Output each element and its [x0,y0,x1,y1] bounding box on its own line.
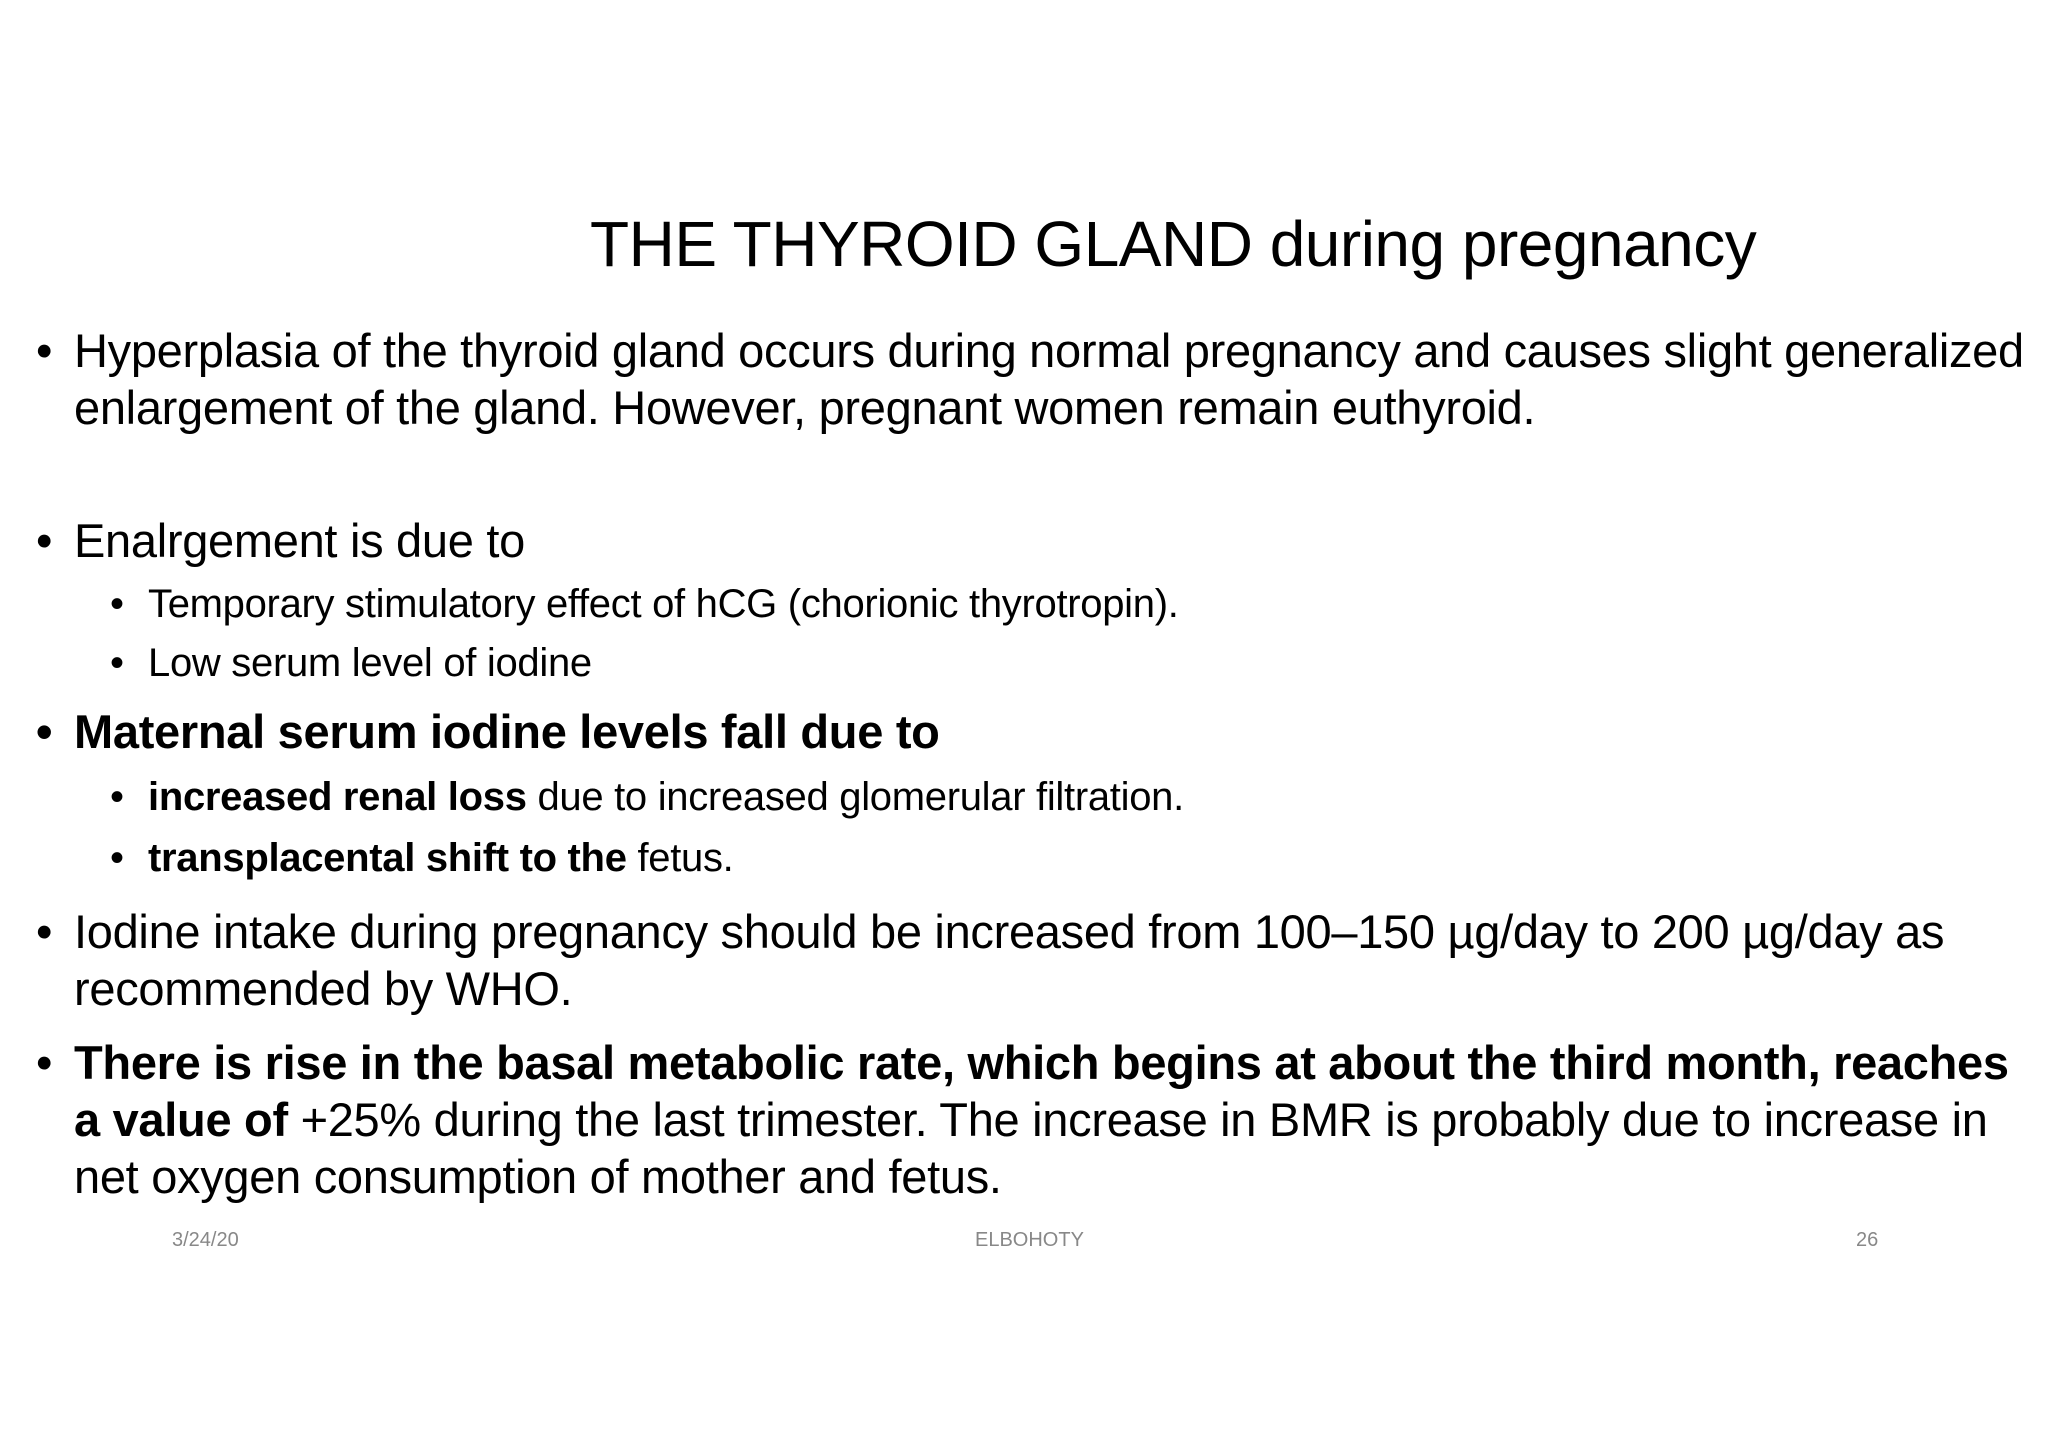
bold-phrase: increased renal loss [148,775,527,819]
bullet-icon: • [110,836,124,880]
sub-bullet-text [148,771,1184,823]
bullet-text [74,1034,2034,1205]
bullet-icon: • [36,1036,53,1089]
plain-phrase: +25% during the last trimester. The increase in BMR is probably due to increase in net oxygen consumption of mother and fetus. [74,1093,1988,1203]
plain-phrase: due to increased glomerular filtration. [526,775,1184,819]
footer-author: ELBOHOTY [975,1229,1084,1251]
footer-page-number: 26 [1856,1229,1879,1251]
bullet-icon: • [110,641,124,685]
footer-date: 3/24/20 [172,1229,239,1251]
sub-bullet-text [148,832,734,884]
bold-phrase: transplacental shift to the [148,836,627,880]
bullet-text: Iodine intake during pregnancy should be increased from 100–150 µg/day to 200 µg/day as recommended by WHO. [74,905,1945,1015]
plain-phrase: fetus. [626,836,734,880]
bullet-text: Enalrgement is due to [74,514,525,567]
sub-bullet-text: Low serum level of iodine [148,641,592,685]
bold-phrase: There is rise in the basal metabolic rate, which begins at about the third month, reaches a value of [74,1036,2009,1146]
bullet-icon: • [110,775,124,819]
bullet-icon: • [36,514,53,567]
bullet-text: Maternal serum iodine levels fall due to [74,705,940,758]
bullet-text: Hyperplasia of the thyroid gland occurs during normal pregnancy and causes slight generalized enlargement of the gland. However, pregnant women remain euthyroid. [74,324,2024,434]
bullet-icon: • [36,324,53,377]
bullet-icon: • [36,905,53,958]
sub-bullet-text: Temporary stimulatory effect of hCG (chorionic thyrotropin). [148,582,1179,626]
bullet-icon: • [110,582,124,626]
slide-title: THE THYROID GLAND during pregnancy [590,208,1757,280]
bullet-icon: • [36,705,53,758]
